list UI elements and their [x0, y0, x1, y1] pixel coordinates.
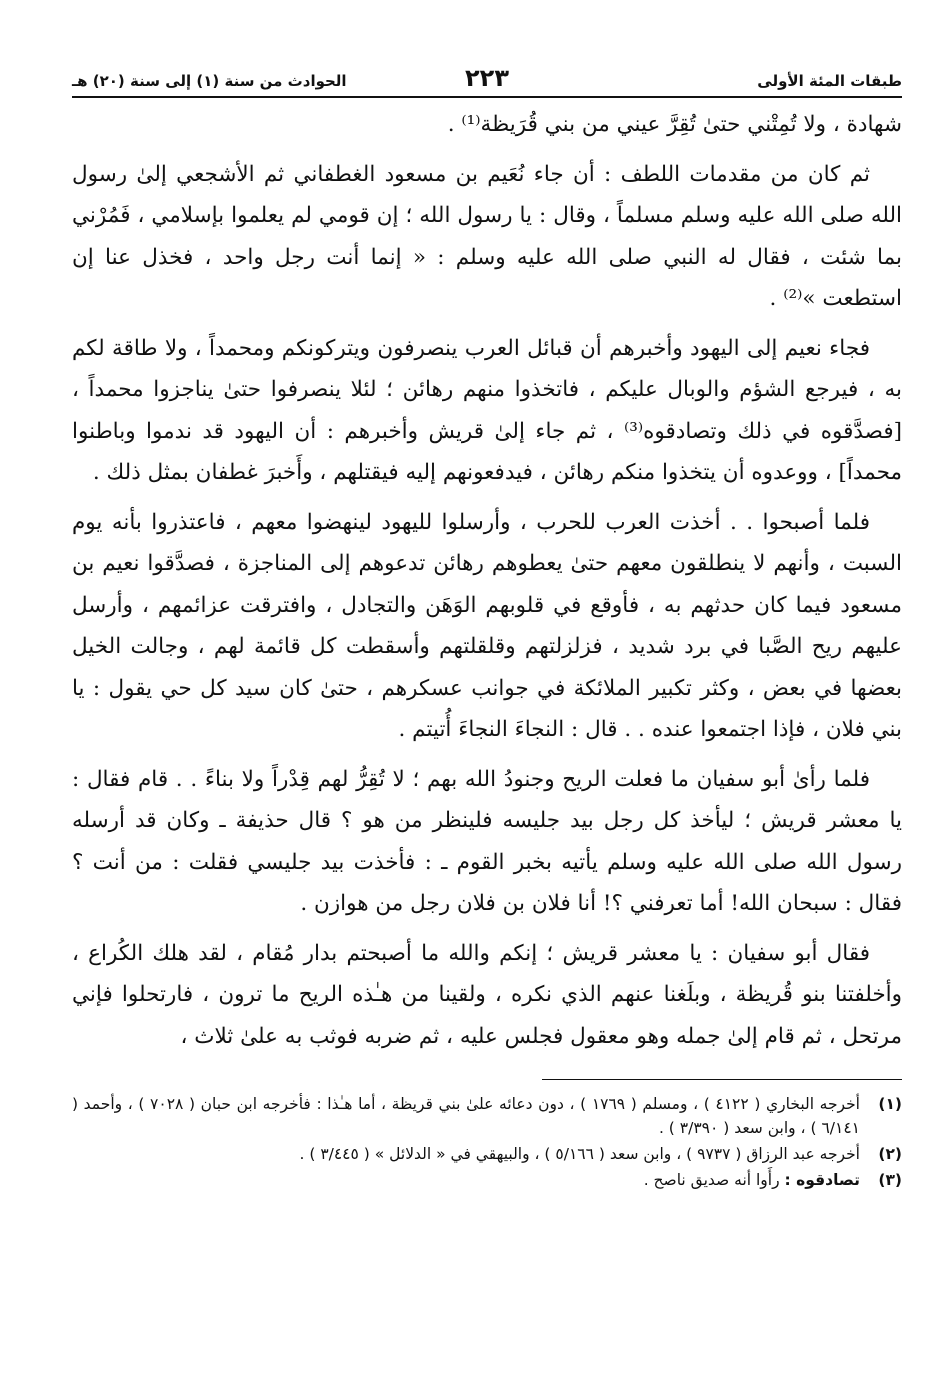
footnote-number: (٣): [878, 1171, 902, 1189]
footnote-text: [72, 1168, 860, 1192]
page-header: [72, 62, 902, 96]
page-number: ٢٢٣: [465, 64, 509, 92]
footnote-text: أخرجه البخاري ( ٤١٢٢ ) ، ومسلم ( ١٧٦٩ ) ، دون دعائه علىٰ بني قريظة ، أما هـٰذا : فأخرجه ابن حبان ( ٧٠٢٨ ) ، وأحمد ( ٦/١٤١ ) ، وابن سعد ( ٣/٣٩٠ ) .: [72, 1095, 860, 1137]
paragraph: فقال أبو سفيان : يا معشر قريش ؛ إنكم والله ما أصبحتم بدار مُقام ، لقد هلك الكُراع ، وأخلفتنا بنو قُريظة ، وبلَغنا عنهم الذي نكره ، ولقينا من هـٰذه الريح ما ترون ، فارتحلوا فإني مرتحل ، ثم قام إلىٰ جمله وهو معقول فجلس عليه ، ثم ضربه فوثب به علىٰ ثلاث ،: [72, 940, 902, 1049]
footnote: [72, 1168, 902, 1192]
footnote-divider: [542, 1079, 902, 1080]
footnote: [72, 1092, 902, 1140]
footnote-text: أخرجه عبد الرزاق ( ٩٧٣٧ ) ، وابن سعد ( ٥/١٦٦ ) ، والبيهقي في « الدلائل » ( ٣/٤٤٥ ) .: [299, 1145, 860, 1163]
footnote-number: (٢): [878, 1145, 902, 1163]
footnote-number: (١): [878, 1095, 902, 1113]
footnotes: [72, 1092, 902, 1192]
paragraph: شهادة ، ولا تُمِتْني حتىٰ تُقِرَّ عيني من بني قُرَيظة⁽¹⁾ .: [447, 112, 902, 137]
book-title: طبقات المئة الأولى: [757, 72, 902, 90]
footnote-definition: رأَوا أنه صديق ناصح .: [643, 1171, 780, 1189]
paragraph: ثم كان من مقدمات اللطف : أن جاء نُعَيم بن مسعود الغطفاني ثم الأشجعي إلىٰ رسول الله صلى الله عليه وسلم مسلماً ، وقال : يا رسول الله ؛ إن قومي لم يعلموا بإسلامي ، فَمُرْني بما شئت ، فقال له النبي صلى الله عليه وسلم : « إنما أنت رجل واحد ، فخذل عنا إن استطعت »⁽²⁾ .: [72, 161, 902, 311]
chapter-title: الحوادث من سنة (١) إلى سنة (٢٠) هـ: [72, 72, 347, 90]
footnote: [72, 1142, 902, 1166]
book-page: [72, 62, 902, 1194]
paragraph: فلما أصبحوا . . أخذت العرب للحرب ، وأرسلوا لليهود لينهضوا معهم ، فاعتذروا بأنه يوم السبت ، وأنهم لا ينطلقون معهم حتىٰ يعطوهم رهائن تدعوهم إلى المناجزة ، فصدَّقوا نعيم بن مسعود فيما كان حدثهم به ، فأوقع في قلوبهم الوَهَن والتجادل ، وافترقت عزائمهم ، وأرسل عليهم ريح الصَّبا في برد شديد ، فزلزلتهم وقلقلتهم وأسقطت كل قائمة لهم ، وجالت الخيل بعضها في بعض ، وكثر تكبير الملائكة في جوانب عسكرهم ، حتىٰ كان سيد كل حي يقول : يا بني فلان ، فإذا اجتمعوا عنده . . قال : النجاءَ النجاءَ أُتيتم .: [72, 509, 902, 742]
paragraph: فلما رأىٰ أبو سفيان ما فعلت الريح وجنودُ الله بهم ؛ لا تُقِرُّ لهم قِدْراً ولا بناءً . . قام فقال : يا معشر قريش ؛ ليأخذ كل رجل بيد جليسه فلينظر من هو ؟ قال حذيفة ـ وكان قد أرسله رسول الله صلى الله عليه وسلم يأتيه بخبر القوم ـ : فأخذت بيد جليسي فقلت : من أنت ؟ فقال : سبحان الله! أما تعرفني ؟! أنا فلان بن فلان رجل من هوازن .: [72, 766, 902, 916]
main-text: [72, 104, 902, 1057]
paragraph: فجاء نعيم إلى اليهود وأخبرهم أن قبائل العرب ينصرفون ويتركونكم ومحمداً ، ولا طاقة لكم به ، فيرجع الشؤم والوبال عليكم ، فاتخذوا منهم رهائن ؛ لئلا ينصرفوا حتىٰ يناجزوا محمداً ، [فصدَّقوه في ذلك وتصادقوه⁽³⁾ ، ثم جاء إلىٰ قريش وأخبرهم : أن اليهود قد ندموا وباطنوا محمداً] ، ووعدوه أن يتخذوا منكم رهائن ، فيدفعونهم إليه فيقتلهم ، وأَخبرَ غطفان بمثل ذلك .: [72, 335, 902, 485]
header-divider: [72, 96, 902, 98]
footnote-term: تصادقوه :: [784, 1171, 860, 1189]
